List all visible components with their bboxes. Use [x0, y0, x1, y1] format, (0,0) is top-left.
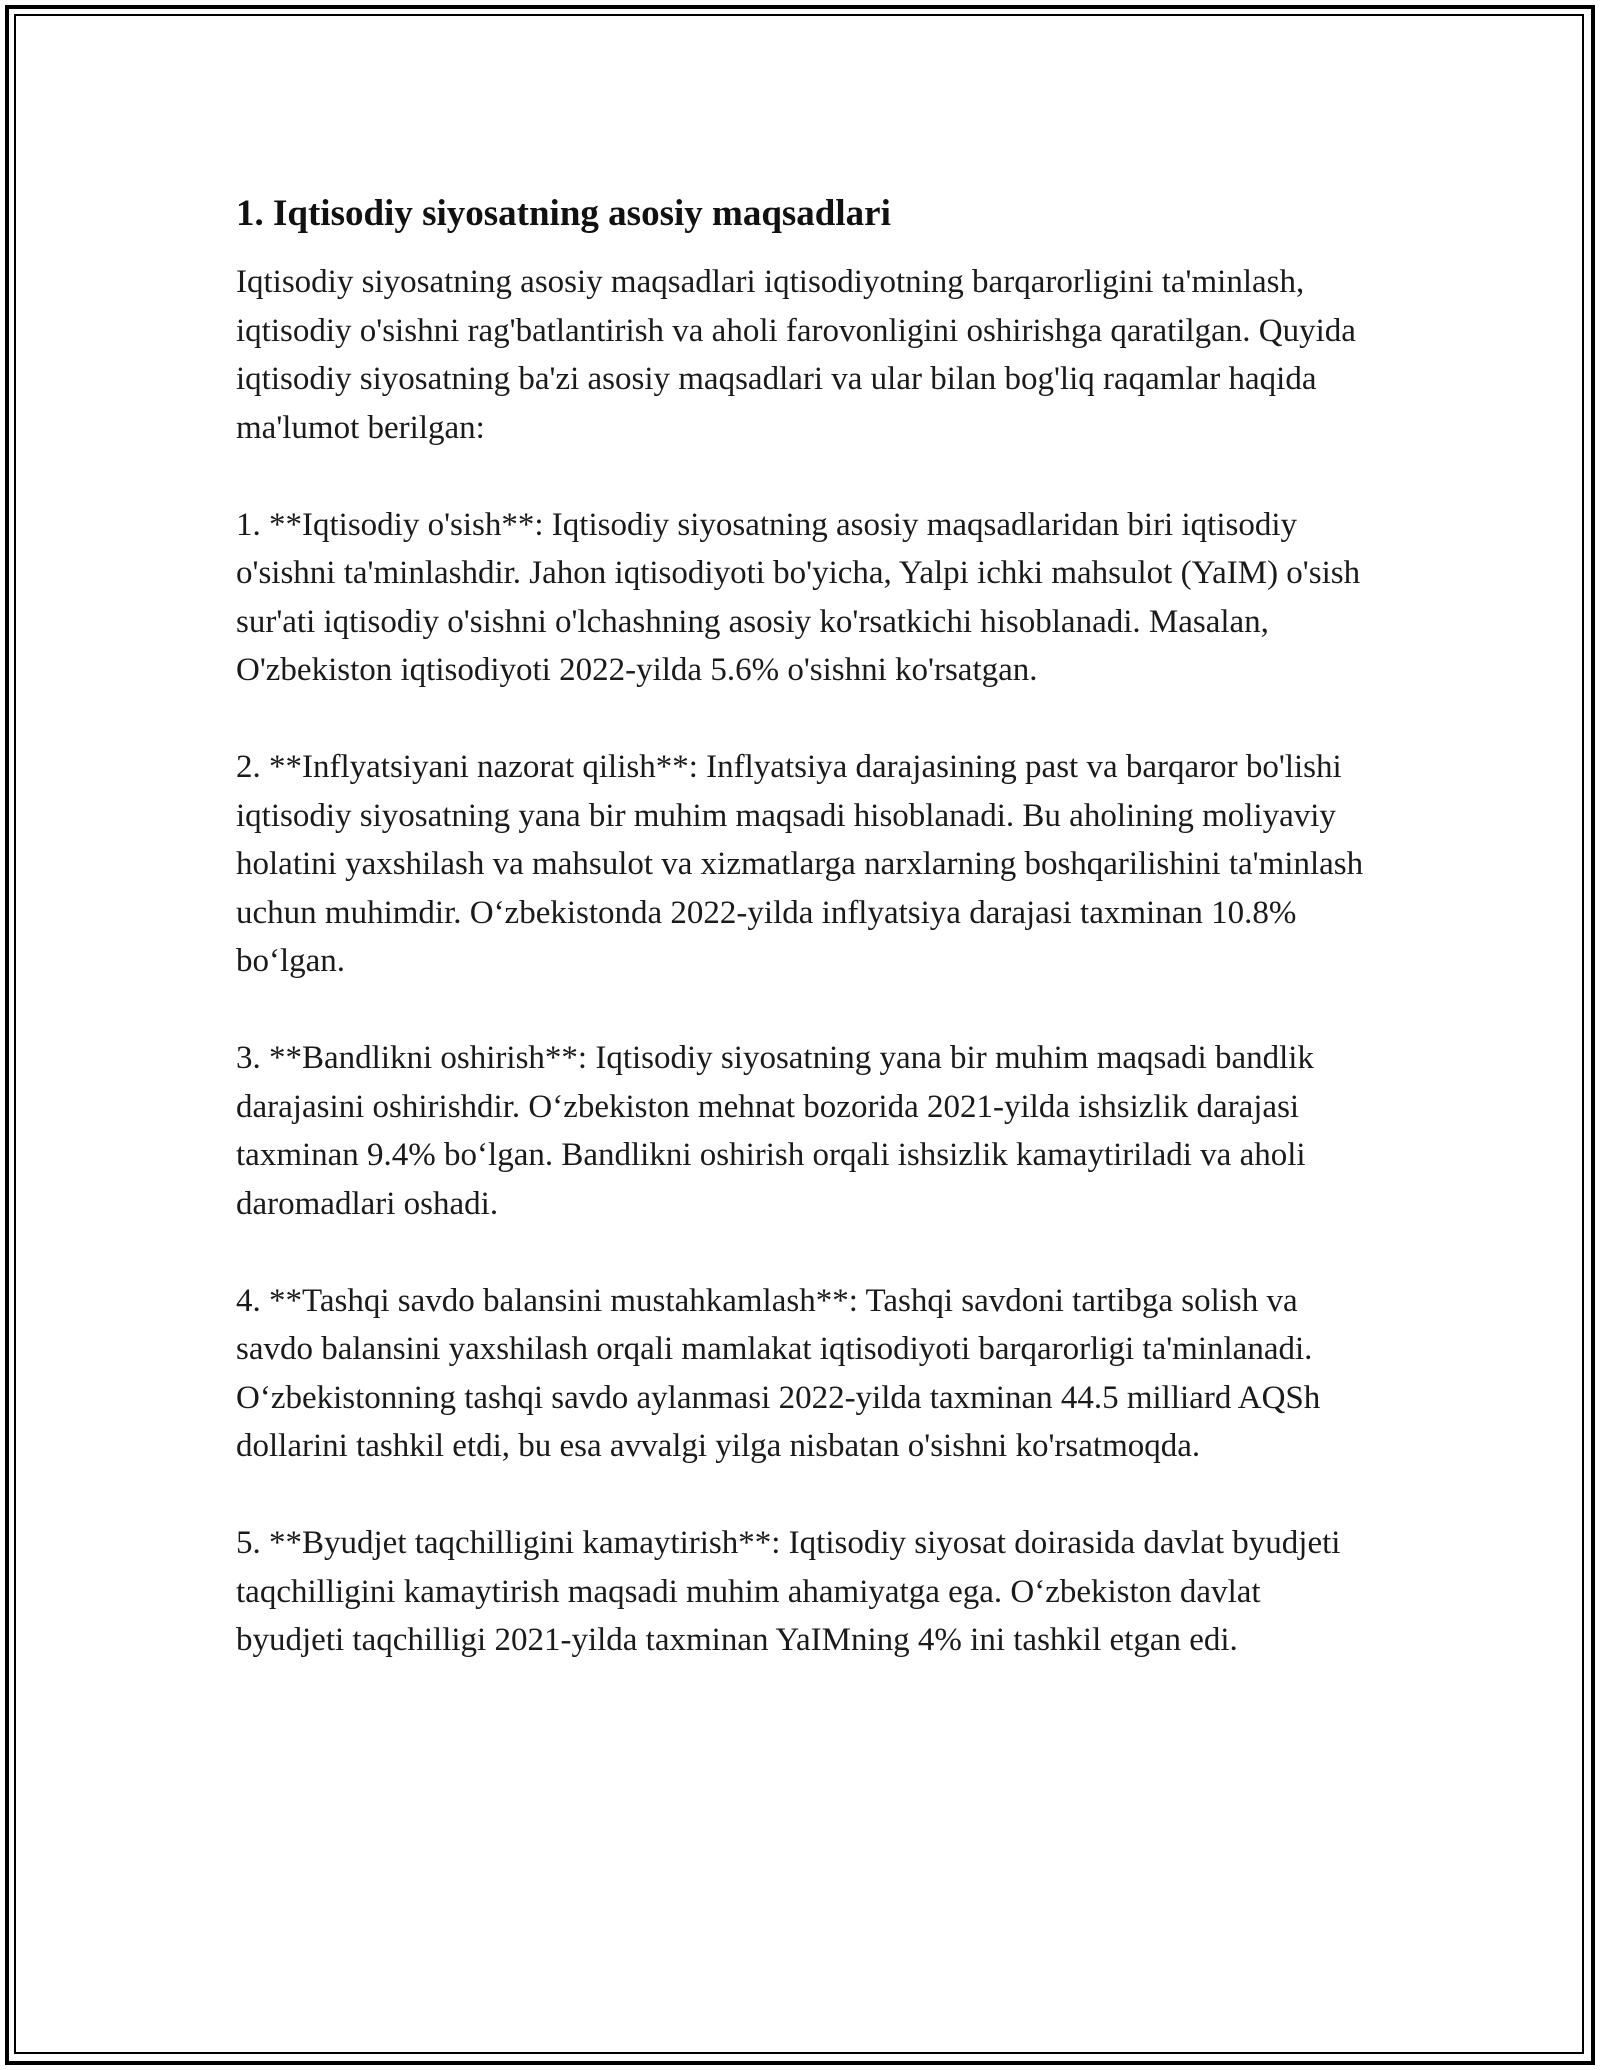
goal-budget-deficit: 5. **Byudjet taqchilligini kamaytirish**: Iqtisodiy siyosat doirasida davlat byudjeti taqchilligini kamaytirish maqsadi muhim ahamiyatga ega. O‘zbekiston davlat byudjeti taqchilligi 2021-yilda taxminan YaIMning 4% ini tashkil etgan edi.: [236, 1525, 1341, 1658]
goal-trade-balance: 4. **Tashqi savdo balansini mustahkamlash**: Tashqi savdoni tartibga solish va savdo balansini yaxshilash orqali mamlakat iqtisodiyoti barqarorligi ta'minlanadi. O‘zbekistonning tashqi savdo aylanmasi 2022-yilda taxminan 44.5 milliard AQSh dollarini tashkil etdi, bu esa avvalgi yilga nisbatan o'sishni ko'rsatmoqda.: [236, 1282, 1321, 1464]
goal-economic-growth: 1. **Iqtisodiy o'sish**: Iqtisodiy siyosatning asosiy maqsadlaridan biri iqtisodiy o'sishni ta'minlashdir. Jahon iqtisodiyoti bo'yicha, Yalpi ichki mahsulot (YaIM) o'sish sur'ati iqtisodiy o'sishni o'lchashning asosiy ko'rsatkichi hisoblanadi. Masalan, O'zbekiston iqtisodiyoti 2022-yilda 5.6% o'sishni ko'rsatgan.: [236, 506, 1361, 688]
document-body: [236, 188, 1376, 1665]
goal-employment: 3. **Bandlikni oshirish**: Iqtisodiy siyosatning yana bir muhim maqsadi bandlik darajasini oshirishdir. O‘zbekiston mehnat bozorida 2021-yilda ishsizlik darajasi taxminan 9.4% bo‘lgan. Bandlikni oshirish orqali ishsizlik kamaytiriladi va aholi daromadlari oshadi.: [236, 1040, 1314, 1222]
intro-paragraph: Iqtisodiy siyosatning asosiy maqsadlari iqtisodiyotning barqarorligini ta'minlash, iqtisodiy o'sishni rag'batlantirish va aholi farovonligini oshirishga qaratilgan. Quyida iqtisodiy siyosatning ba'zi asosiy maqsadlari va ular bilan bog'liq raqamlar haqida ma'lumot berilgan:: [236, 264, 1356, 446]
goal-inflation-control: 2. **Inflyatsiyani nazorat qilish**: Inflyatsiya darajasining past va barqaror bo'lishi iqtisodiy siyosatning yana bir muhim maqsadi hisoblanadi. Bu aholining moliyaviy holatini yaxshilash va mahsulot va xizmatlarga narxlarning boshqarilishini ta'minlash uchun muhimdir. O‘zbekistonda 2022-yilda inflyatsiya darajasi taxminan 10.8% bo‘lgan.: [236, 749, 1364, 979]
section-title: 1. Iqtisodiy siyosatning asosiy maqsadlari: [236, 193, 891, 234]
